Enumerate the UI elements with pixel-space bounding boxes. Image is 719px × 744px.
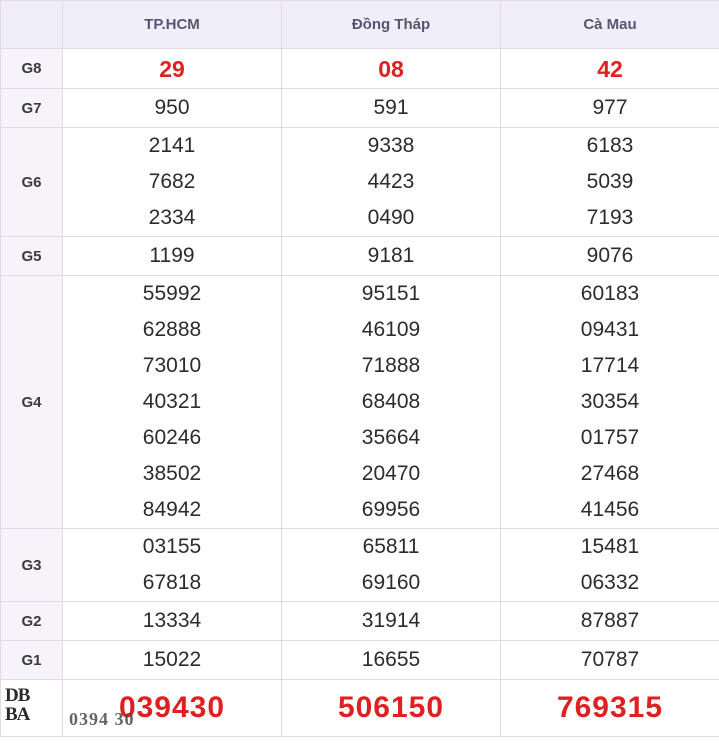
result-cell xyxy=(282,49,501,89)
result-number: 42 xyxy=(501,51,719,87)
result-cell xyxy=(501,89,719,128)
result-number: 95151 xyxy=(282,276,500,312)
result-number: 38502 xyxy=(63,456,281,492)
special-prize-label xyxy=(1,680,63,737)
table-row xyxy=(1,237,719,276)
result-number: 03155 xyxy=(63,529,281,565)
result-number: 31914 xyxy=(282,603,500,639)
prize-label-g4 xyxy=(1,276,63,529)
result-number: 65811 xyxy=(282,529,500,565)
result-number: 29 xyxy=(63,51,281,87)
result-cell xyxy=(501,680,719,737)
result-cell xyxy=(501,237,719,276)
result-cell xyxy=(501,641,719,680)
prize-label-text: G7 xyxy=(21,100,41,117)
result-number: 16655 xyxy=(282,642,500,678)
result-cell xyxy=(282,237,501,276)
result-number: 09431 xyxy=(501,312,719,348)
prize-label-g5 xyxy=(1,237,63,276)
result-number: 60246 xyxy=(63,420,281,456)
result-number: 87887 xyxy=(501,603,719,639)
result-number: 9338 xyxy=(282,128,500,164)
result-number: 35664 xyxy=(282,420,500,456)
result-number: 17714 xyxy=(501,348,719,384)
result-number: 55992 xyxy=(63,276,281,312)
prize-column-header xyxy=(1,1,63,49)
result-number: 84942 xyxy=(63,492,281,528)
result-number: 2334 xyxy=(63,200,281,236)
prize-label-text: G6 xyxy=(21,174,41,191)
result-number: 6183 xyxy=(501,128,719,164)
result-number: 977 xyxy=(501,90,719,126)
result-cell xyxy=(501,276,719,529)
prize-label-text: G4 xyxy=(21,394,41,411)
result-number: 67818 xyxy=(63,565,281,601)
result-number: 06332 xyxy=(501,565,719,601)
result-cell xyxy=(282,276,501,529)
watermark-line2: BA xyxy=(5,705,59,724)
result-cell xyxy=(63,641,282,680)
result-cell xyxy=(63,529,282,602)
result-number: 950 xyxy=(63,90,281,126)
result-cell xyxy=(282,89,501,128)
prize-label-text: G5 xyxy=(21,248,41,265)
result-number: 769315 xyxy=(501,683,719,733)
result-number: 20470 xyxy=(282,456,500,492)
table-row xyxy=(1,602,719,641)
result-number: 71888 xyxy=(282,348,500,384)
table-row xyxy=(1,89,719,128)
result-cell xyxy=(501,49,719,89)
table-header xyxy=(1,1,719,49)
prize-label-text: G8 xyxy=(21,60,41,77)
table-row xyxy=(1,641,719,680)
result-number: 506150 xyxy=(282,683,500,733)
result-cell xyxy=(63,276,282,529)
prize-label-g7 xyxy=(1,89,63,128)
result-number: 70787 xyxy=(501,642,719,678)
column-header-tphcm: TP.HCM xyxy=(63,1,282,49)
result-cell xyxy=(63,602,282,641)
result-number: 69956 xyxy=(282,492,500,528)
result-number: 01757 xyxy=(501,420,719,456)
result-number: 5039 xyxy=(501,164,719,200)
result-number: 46109 xyxy=(282,312,500,348)
table-row xyxy=(1,49,719,89)
watermark-line1: DB xyxy=(5,686,59,705)
header-row xyxy=(1,1,719,49)
result-cell xyxy=(501,602,719,641)
result-number: 08 xyxy=(282,51,500,87)
prize-label-text: G2 xyxy=(21,613,41,630)
result-cell xyxy=(282,680,501,737)
result-number: 1199 xyxy=(63,238,281,274)
result-number: 68408 xyxy=(282,384,500,420)
result-number: 60183 xyxy=(501,276,719,312)
result-number: 0490 xyxy=(282,200,500,236)
result-cell xyxy=(282,529,501,602)
watermark-overlay-text: 0394 30 xyxy=(63,694,287,744)
result-cell xyxy=(282,641,501,680)
table-row xyxy=(1,276,719,529)
prize-label-g1 xyxy=(1,641,63,680)
column-header-camau: Cà Mau xyxy=(501,1,719,49)
result-number: 9181 xyxy=(282,238,500,274)
result-number: 13334 xyxy=(63,603,281,639)
result-cell xyxy=(282,602,501,641)
result-number: 62888 xyxy=(63,312,281,348)
result-cell xyxy=(63,680,282,737)
result-cell xyxy=(63,128,282,237)
result-number: 9076 xyxy=(501,238,719,274)
result-cell xyxy=(282,128,501,237)
result-number: 69160 xyxy=(282,565,500,601)
result-number: 591 xyxy=(282,90,500,126)
result-number: 7682 xyxy=(63,164,281,200)
result-cell xyxy=(501,128,719,237)
column-header-dongthap: Đồng Tháp xyxy=(282,1,501,49)
table-row xyxy=(1,529,719,602)
prize-label-text: G1 xyxy=(21,652,41,669)
prize-label-g2 xyxy=(1,602,63,641)
result-number: 2141 xyxy=(63,128,281,164)
result-number: 039430 xyxy=(63,683,281,733)
result-number: 27468 xyxy=(501,456,719,492)
watermark-logo xyxy=(5,686,59,730)
table-row xyxy=(1,128,719,237)
result-number: 15481 xyxy=(501,529,719,565)
result-number: 4423 xyxy=(282,164,500,200)
result-number: 40321 xyxy=(63,384,281,420)
prize-label-g3 xyxy=(1,529,63,602)
prize-label-g6 xyxy=(1,128,63,237)
prize-label-g8 xyxy=(1,49,63,89)
result-cell xyxy=(63,89,282,128)
result-cell xyxy=(63,237,282,276)
table-row xyxy=(1,680,719,737)
result-cell xyxy=(63,49,282,89)
result-number: 7193 xyxy=(501,200,719,236)
result-number: 15022 xyxy=(63,642,281,678)
result-cell xyxy=(501,529,719,602)
table-body xyxy=(1,49,719,737)
result-number: 41456 xyxy=(501,492,719,528)
prize-label-text: G3 xyxy=(21,557,41,574)
result-number: 30354 xyxy=(501,384,719,420)
result-number: 73010 xyxy=(63,348,281,384)
